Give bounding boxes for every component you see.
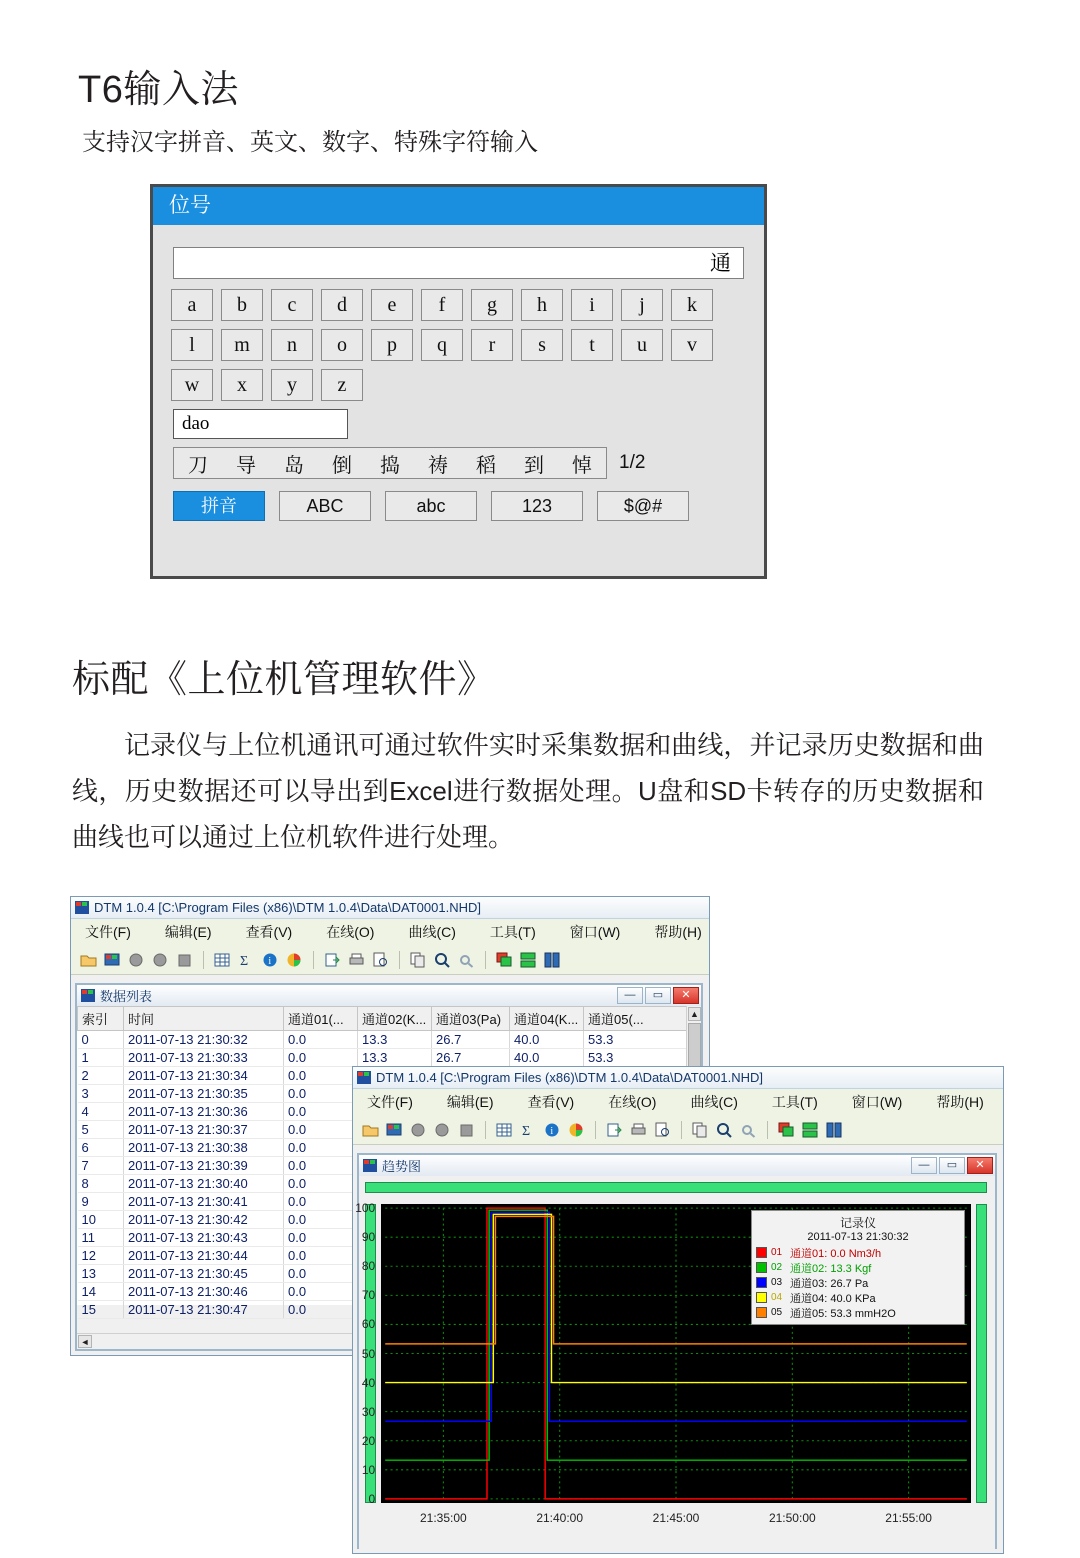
key-g[interactable]: g (471, 289, 513, 321)
open-folder-icon-2[interactable] (362, 1122, 379, 1138)
chart-y-tick-label: 80 (361, 1259, 376, 1274)
legend-num-04: 04 (771, 1292, 783, 1303)
table-cell: 4 (78, 1103, 124, 1121)
key-c[interactable]: c (271, 289, 313, 321)
window1-menubar (71, 919, 709, 945)
table-cell: 2011-07-13 21:30:34 (124, 1067, 284, 1085)
table-cell: 14 (78, 1283, 124, 1301)
minimize-button[interactable]: — (617, 987, 643, 1004)
mode-abc-lower-button[interactable]: abc (385, 491, 477, 521)
toolbar2-separator-2 (595, 1121, 596, 1139)
table-cell: 0.0 (284, 1193, 358, 1211)
table-cell: 2011-07-13 21:30:32 (124, 1031, 284, 1049)
table-row[interactable] (78, 1049, 701, 1067)
col-ch04[interactable]: 通道04(K... (510, 1007, 584, 1031)
legend-swatch-02 (756, 1262, 767, 1273)
close-button[interactable]: ✕ (673, 987, 699, 1004)
maximize-button-2[interactable]: ▭ (939, 1157, 965, 1174)
trend-window-buttons (911, 1157, 995, 1174)
table-cell: 40.0 (510, 1049, 584, 1067)
candidate-3[interactable]: 岛 (284, 454, 304, 477)
app-icon (75, 901, 89, 914)
legend-num-03: 03 (771, 1277, 783, 1288)
key-y[interactable]: y (271, 369, 313, 401)
window2-titlebar (353, 1067, 1003, 1089)
table-cell: 8 (78, 1175, 124, 1193)
print-preview-icon-2[interactable] (654, 1122, 671, 1138)
keyboard-dialog (150, 184, 767, 579)
table-cell: 26.7 (432, 1031, 510, 1049)
key-r[interactable]: r (471, 329, 513, 361)
key-q[interactable]: q (421, 329, 463, 361)
close-button-2[interactable]: ✕ (967, 1157, 993, 1174)
col-ch02[interactable]: 通道02(K... (358, 1007, 432, 1031)
key-x[interactable]: x (221, 369, 263, 401)
window1-titlebar (71, 897, 709, 919)
table-cell: 15 (78, 1301, 124, 1319)
window1-toolbar (71, 945, 709, 975)
pinyin-input[interactable]: dao (173, 409, 348, 439)
menu-file[interactable]: 文件(F) (85, 924, 131, 940)
key-l[interactable]: l (171, 329, 213, 361)
candidate-2[interactable]: 导 (236, 454, 256, 477)
tile-horizontal-icon[interactable] (520, 952, 537, 968)
chart-y-tick-label: 70 (361, 1288, 376, 1303)
table-cell: 0.0 (284, 1031, 358, 1049)
data-list-icon (81, 989, 95, 1002)
mode-row (173, 491, 744, 521)
legend-text-03: 通道03: 26.7 Pa (790, 1277, 869, 1290)
legend-title: 记录仪 (839, 1216, 876, 1230)
chart-x-tick-label: 21:45:00 (652, 1511, 700, 1525)
key-k[interactable]: k (671, 289, 713, 321)
key-e[interactable]: e (371, 289, 413, 321)
app-icon-2 (357, 1071, 371, 1084)
table-cell: 13 (78, 1265, 124, 1283)
table-cell: 13.3 (358, 1049, 432, 1067)
table-cell: 6 (78, 1139, 124, 1157)
table-cell: 40.0 (510, 1031, 584, 1049)
legend-timestamp: 2011-07-13 21:30:32 (807, 1231, 909, 1243)
dtm-window-trend-chart (352, 1066, 1004, 1554)
svg-text:Σ: Σ (522, 1123, 531, 1139)
key-t[interactable]: t (571, 329, 613, 361)
col-ch03[interactable]: 通道03(Pa) (432, 1007, 510, 1031)
tile-vertical-icon[interactable] (544, 952, 561, 968)
cascade-windows-icon[interactable] (496, 952, 513, 968)
key-o[interactable]: o (321, 329, 363, 361)
candidate-7[interactable]: 稻 (476, 454, 496, 477)
table-cell: 0.0 (284, 1157, 358, 1175)
candidate-8[interactable]: 到 (524, 454, 544, 477)
table-cell: 2011-07-13 21:30:42 (124, 1211, 284, 1229)
trend-chart-title-text: 趋势图 (382, 1159, 422, 1174)
chart-y-tick-label: 50 (361, 1346, 376, 1361)
record-stop-icon[interactable] (176, 952, 193, 968)
minimize-button-2[interactable]: — (911, 1157, 937, 1174)
mode-abc-upper-button[interactable]: ABC (279, 491, 371, 521)
table-cell: 2011-07-13 21:30:40 (124, 1175, 284, 1193)
trend-chart-icon (363, 1159, 377, 1172)
page-subtitle-t6: 支持汉字拼音、英文、数字、特殊字符输入 (82, 129, 538, 156)
mode-pinyin-button[interactable]: 拼音 (173, 491, 265, 521)
toolbar2-separator-3 (681, 1121, 682, 1139)
table-cell: 0.0 (284, 1049, 358, 1067)
table-cell: 0.0 (284, 1121, 358, 1139)
keyboard-dialog-title: 位号 (153, 187, 764, 225)
menu-edit[interactable]: 编辑(E) (164, 924, 212, 940)
table-cell: 2 (78, 1067, 124, 1085)
export-icon[interactable] (324, 952, 341, 968)
record-start-icon-2[interactable] (410, 1122, 427, 1138)
legend-text-02: 通道02: 13.3 Kgf (790, 1262, 872, 1275)
trend-chart-area (355, 1176, 995, 1551)
chart-y-tick-label: 20 (361, 1433, 376, 1448)
menu2-view[interactable]: 查看(V) (527, 1094, 575, 1110)
chart-x-tick-label: 21:35:00 (420, 1511, 467, 1525)
table-cell: 2011-07-13 21:30:46 (124, 1283, 284, 1301)
key-row-1 (171, 289, 746, 321)
menu2-edit[interactable]: 编辑(E) (446, 1094, 494, 1110)
chart-plot-canvas[interactable] (355, 1201, 971, 1525)
table-cell: 2011-07-13 21:30:45 (124, 1265, 284, 1283)
table-cell: 0.0 (284, 1103, 358, 1121)
table-cell: 0.0 (284, 1229, 358, 1247)
chart-top-scale-bar (365, 1182, 987, 1193)
table-cell: 0.0 (284, 1265, 358, 1283)
table-icon[interactable] (214, 952, 231, 968)
table-cell: 2011-07-13 21:30:36 (124, 1103, 284, 1121)
legend-swatch-01 (756, 1247, 767, 1258)
key-b[interactable]: b (221, 289, 263, 321)
table-cell: 0.0 (284, 1175, 358, 1193)
candidate-4[interactable]: 倒 (332, 454, 352, 477)
table-cell: 12 (78, 1247, 124, 1265)
toolbar-separator (203, 951, 204, 969)
chart-y-tick-label: 90 (361, 1230, 376, 1245)
mode-symbols-button[interactable]: $@# (597, 491, 689, 521)
menu-help[interactable]: 帮助(H) (654, 924, 702, 940)
toolbar-separator-2 (313, 951, 314, 969)
legend-text-05: 通道05: 53.3 mmH2O (790, 1307, 896, 1320)
table-cell: 2011-07-13 21:30:35 (124, 1085, 284, 1103)
record-pause-icon[interactable] (152, 952, 169, 968)
scroll-left-arrow[interactable]: ◄ (78, 1335, 92, 1348)
menu-online[interactable]: 在线(O) (326, 924, 375, 940)
trend-chart-titlebar (359, 1155, 995, 1176)
table-cell: 53.3 (584, 1049, 701, 1067)
page-title-software: 标配《上位机管理软件》 (72, 659, 496, 701)
copy-icon-2[interactable] (692, 1122, 709, 1138)
key-j[interactable]: j (621, 289, 663, 321)
search-icon[interactable] (434, 952, 451, 968)
record-stop-icon-2[interactable] (458, 1122, 475, 1138)
table-cell: 0.0 (284, 1283, 358, 1301)
key-m[interactable]: m (221, 329, 263, 361)
data-list-window-buttons (617, 987, 701, 1004)
tile-vertical-icon-2[interactable] (826, 1122, 843, 1138)
legend-swatch-05 (756, 1307, 767, 1318)
key-h[interactable]: h (521, 289, 563, 321)
candidate-list (173, 447, 607, 479)
key-z[interactable]: z (321, 369, 363, 401)
print-preview-icon[interactable] (372, 952, 389, 968)
table-cell: 0.0 (284, 1139, 358, 1157)
svg-text:i: i (268, 955, 272, 967)
table-cell: 2011-07-13 21:30:33 (124, 1049, 284, 1067)
key-w[interactable]: w (171, 369, 213, 401)
key-i[interactable]: i (571, 289, 613, 321)
table-cell: 1 (78, 1049, 124, 1067)
legend-num-01: 01 (771, 1247, 783, 1258)
toolbar2-separator-4 (767, 1121, 768, 1139)
connect-icon-2[interactable] (386, 1122, 403, 1138)
chart-right-scale-bar (976, 1204, 987, 1503)
mode-123-button[interactable]: 123 (491, 491, 583, 521)
record-start-icon[interactable] (128, 952, 145, 968)
key-a[interactable]: a (171, 289, 213, 321)
menu2-curve[interactable]: 曲线(C) (690, 1094, 738, 1110)
table-cell: 0.0 (284, 1085, 358, 1103)
trend-chart-child-window (357, 1153, 997, 1549)
search-icon-2[interactable] (716, 1122, 733, 1138)
data-list-title-text: 数据列表 (100, 989, 153, 1004)
menu2-help[interactable]: 帮助(H) (936, 1094, 984, 1110)
table-cell: 0 (78, 1031, 124, 1049)
info-icon[interactable] (262, 952, 279, 968)
record-pause-icon-2[interactable] (434, 1122, 451, 1138)
print-icon-2[interactable] (630, 1122, 647, 1138)
col-time[interactable]: 时间 (124, 1007, 284, 1031)
menu-view[interactable]: 查看(V) (245, 924, 293, 940)
key-row-3 (171, 369, 746, 401)
legend-swatch-03 (756, 1277, 767, 1288)
menu2-tools[interactable]: 工具(T) (771, 1094, 818, 1110)
table-cell: 2011-07-13 21:30:41 (124, 1193, 284, 1211)
key-v[interactable]: v (671, 329, 713, 361)
col-index[interactable]: 索引 (78, 1007, 124, 1031)
legend-item-02[interactable] (756, 1260, 960, 1275)
chart-y-tick-label: 60 (361, 1317, 376, 1332)
chart-x-tick-label: 21:50:00 (768, 1511, 816, 1525)
menu2-window[interactable]: 窗口(W) (851, 1094, 903, 1110)
candidate-1[interactable]: 刀 (188, 454, 208, 477)
legend-item-05[interactable] (756, 1305, 960, 1320)
chart-y-tick-label: 30 (361, 1404, 376, 1419)
table-row[interactable] (78, 1031, 701, 1049)
chart-y-tick-label: 10 (361, 1462, 376, 1477)
keyboard-display-field[interactable]: 通 (173, 247, 744, 279)
table-cell: 11 (78, 1229, 124, 1247)
candidate-9[interactable]: 悼 (572, 454, 592, 477)
legend-num-05: 05 (771, 1307, 783, 1318)
chart-x-tick-label: 21:55:00 (885, 1511, 932, 1525)
window2-title-text: DTM 1.0.4 [C:\Program Files (x86)\DTM 1.0.4\Data\DAT0001.NHD] (376, 1070, 763, 1085)
table-cell: 0.0 (284, 1247, 358, 1265)
table-cell: 2011-07-13 21:30:43 (124, 1229, 284, 1247)
chart-x-tick-label: 21:40:00 (536, 1511, 584, 1525)
data-list-titlebar (77, 985, 701, 1006)
menu2-online[interactable]: 在线(O) (608, 1094, 657, 1110)
table-cell: 2011-07-13 21:30:37 (124, 1121, 284, 1139)
legend-item-03[interactable] (756, 1275, 960, 1290)
legend-item-01[interactable] (756, 1245, 960, 1260)
tile-horizontal-icon-2[interactable] (802, 1122, 819, 1138)
key-p[interactable]: p (371, 329, 413, 361)
table-cell: 10 (78, 1211, 124, 1229)
page-title-t6: T6输入法 (78, 69, 239, 111)
table-cell: 13.3 (358, 1031, 432, 1049)
window1-title-text: DTM 1.0.4 [C:\Program Files (x86)\DTM 1.0.4\Data\DAT0001.NHD] (94, 900, 481, 915)
software-description-paragraph: 记录仪与上位机通讯可通过软件实时采集数据和曲线，并记录历史数据和曲线，历史数据还可以导出到Excel进行数据处理。U盘和SD卡转存的历史数据和曲线也可以通过上位机软件进行处理。 (72, 730, 984, 852)
key-d[interactable]: d (321, 289, 363, 321)
window2-menubar (353, 1089, 1003, 1115)
chart-legend (751, 1210, 965, 1325)
table-cell: 0.0 (284, 1301, 358, 1319)
copy-icon[interactable] (410, 952, 427, 968)
cascade-windows-icon-2[interactable] (778, 1122, 795, 1138)
table-cell: 2011-07-13 21:30:47 (124, 1301, 284, 1319)
table-cell: 3 (78, 1085, 124, 1103)
table-cell: 53.3 (584, 1031, 701, 1049)
legend-swatch-04 (756, 1292, 767, 1303)
table-cell: 26.7 (432, 1049, 510, 1067)
scroll-thumb[interactable] (688, 1023, 701, 1067)
col-ch01[interactable]: 通道01(... (284, 1007, 358, 1031)
legend-item-04[interactable] (756, 1290, 960, 1305)
legend-num-02: 02 (771, 1262, 783, 1273)
table-icon-2[interactable] (496, 1122, 513, 1138)
table-cell: 0.0 (284, 1211, 358, 1229)
open-folder-icon[interactable] (80, 952, 97, 968)
scroll-up-arrow[interactable]: ▲ (688, 1007, 701, 1021)
key-s[interactable]: s (521, 329, 563, 361)
search-next-icon-2[interactable] (740, 1122, 757, 1138)
toolbar-separator-3 (399, 951, 400, 969)
key-f[interactable]: f (421, 289, 463, 321)
chart-y-tick-label: 0 (368, 1491, 376, 1506)
menu-tools[interactable]: 工具(T) (489, 924, 536, 940)
table-cell: 5 (78, 1121, 124, 1139)
menu-window[interactable]: 窗口(W) (569, 924, 621, 940)
menu2-file[interactable]: 文件(F) (367, 1094, 413, 1110)
search-next-icon[interactable] (458, 952, 475, 968)
table-cell: 9 (78, 1193, 124, 1211)
key-row-2 (171, 329, 746, 361)
table-cell: 0.0 (284, 1067, 358, 1085)
key-u[interactable]: u (621, 329, 663, 361)
candidate-6[interactable]: 祷 (428, 454, 448, 477)
candidate-5[interactable]: 捣 (380, 454, 400, 477)
legend-text-04: 通道04: 40.0 KPa (790, 1292, 876, 1305)
toolbar2-separator (485, 1121, 486, 1139)
key-n[interactable]: n (271, 329, 313, 361)
candidate-page-indicator: 1/2 (619, 452, 646, 473)
table-cell: 2011-07-13 21:30:44 (124, 1247, 284, 1265)
print-icon[interactable] (348, 952, 365, 968)
export-icon-2[interactable] (606, 1122, 623, 1138)
svg-text:i: i (550, 1125, 554, 1137)
table-cell: 2011-07-13 21:30:38 (124, 1139, 284, 1157)
sum-sigma-icon[interactable] (238, 952, 255, 968)
info-icon-2[interactable] (544, 1122, 561, 1138)
maximize-button[interactable]: ▭ (645, 987, 671, 1004)
window2-toolbar (353, 1115, 1003, 1145)
legend-text-01: 通道01: 0.0 Nm3/h (790, 1247, 882, 1260)
connect-icon[interactable] (104, 952, 121, 968)
toolbar-separator-4 (485, 951, 486, 969)
sum-sigma-icon-2[interactable] (520, 1122, 537, 1138)
col-ch05[interactable]: 通道05(... (584, 1007, 701, 1031)
chart-y-tick-label: 40 (361, 1375, 376, 1390)
table-header-row (78, 1007, 701, 1031)
table-cell: 2011-07-13 21:30:39 (124, 1157, 284, 1175)
menu-curve[interactable]: 曲线(C) (408, 924, 456, 940)
chart-color-icon-2[interactable] (568, 1122, 585, 1138)
chart-color-icon[interactable] (286, 952, 303, 968)
table-cell: 7 (78, 1157, 124, 1175)
candidate-row (173, 447, 744, 479)
svg-text:Σ: Σ (240, 953, 249, 969)
chart-y-tick-label: 100 (355, 1201, 376, 1216)
